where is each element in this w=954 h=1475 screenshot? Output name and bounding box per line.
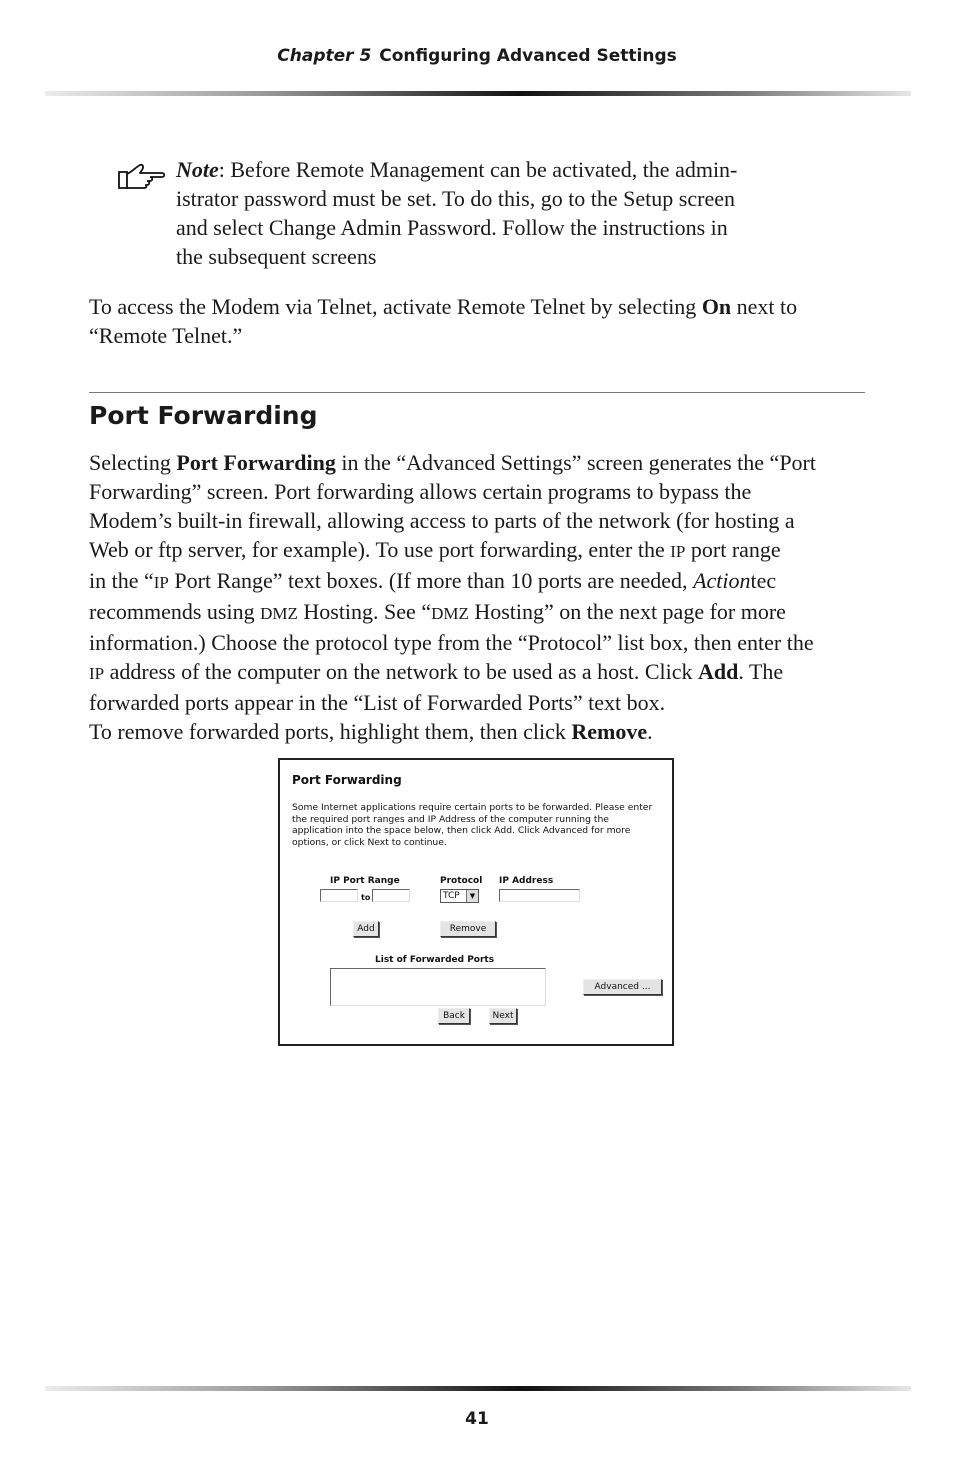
footer-rule	[45, 1386, 911, 1391]
screenshot-description: Some Internet applications require certain ports to be forwarded. Please enter the required port ranges and IP Address of the computer running the application into the space below, then click Add. Click Advanced for more options, or click Next to continue.	[292, 802, 653, 848]
section-divider	[89, 392, 865, 393]
add-button[interactable]: Add	[353, 921, 379, 937]
telnet-paragraph: To access the Modem via Telnet, activate Remote Telnet by selecting On next to “Remote Telnet.”	[89, 294, 798, 348]
note-line-3: and select Change Admin Password. Follow the instructions in	[176, 215, 728, 240]
port-forwarding-screenshot	[278, 758, 674, 1046]
header-rule	[45, 91, 911, 96]
chapter-title: Configuring Advanced Settings	[379, 46, 677, 66]
next-button[interactable]: Next	[489, 1008, 517, 1024]
note-block	[176, 155, 786, 271]
port-end-input[interactable]	[372, 889, 410, 902]
protocol-select[interactable]: TCP ▼	[440, 889, 479, 903]
protocol-label: Protocol	[440, 876, 483, 886]
note-label: Note	[176, 157, 219, 182]
advanced-button[interactable]: Advanced ...	[583, 979, 662, 995]
note-line-1: Note: Before Remote Management can be activated, the admin-	[176, 157, 738, 182]
screenshot-title: Port Forwarding	[292, 773, 402, 787]
section-heading: Port Forwarding	[89, 401, 318, 430]
note-line-2: istrator password must be set. To do this, go to the Setup screen	[176, 186, 735, 211]
forwarded-ports-list[interactable]	[330, 968, 546, 1006]
chapter-label: Chapter 5	[277, 46, 372, 66]
to-label: to	[361, 893, 371, 902]
port-start-input[interactable]	[320, 889, 358, 902]
running-header	[0, 46, 954, 66]
note-line-4: the subsequent screens	[176, 244, 377, 269]
ip-port-range-label: IP Port Range	[330, 876, 400, 886]
ip-address-label: IP Address	[499, 876, 554, 886]
chevron-down-icon: ▼	[466, 890, 478, 902]
pointing-hand-icon	[116, 162, 168, 192]
back-button[interactable]: Back	[438, 1008, 470, 1024]
remove-button[interactable]: Remove	[440, 921, 496, 937]
section-body: Selecting Port Forwarding in the “Advanced Settings” screen generates the “Port Forwarding” screen. Port forwarding allows certain programs to bypass the Modem’s built-in firewall, allowing access to parts of the network (for hosting a Web or ftp server, for example). To use port forwarding, enter the IP port range in the “IP Port Range” text boxes. (If more than 10 ports are needed, Actiontec recommends using DMZ Hosting. See “DMZ Hosting” on the next page for more information.) Choose the protocol type from the “Protocol” list box, then enter the IP address of the computer on the network to be used as a host. Click Add. The forwarded ports appear in the “List of Forwarded Ports” text box. To remove forwarded ports, highlight them, then click Remove.	[89, 450, 816, 744]
page-number: 41	[465, 1409, 489, 1429]
ip-address-input[interactable]	[499, 889, 580, 902]
forwarded-ports-label: List of Forwarded Ports	[375, 955, 495, 965]
